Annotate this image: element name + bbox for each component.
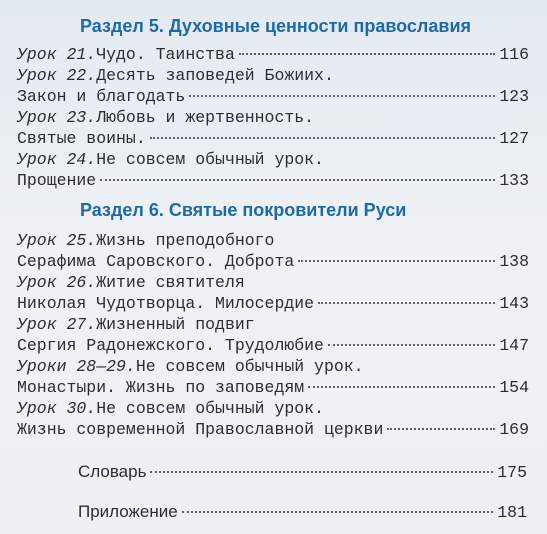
dot-leader (189, 95, 495, 97)
page-number: 133 (499, 171, 529, 190)
entry-text: Жизненный подвиг (96, 315, 255, 334)
appendix-entry (78, 461, 527, 483)
entry-text: Серафима Саровского. Доброта (17, 252, 295, 271)
toc-line (17, 356, 529, 377)
toc-line (17, 86, 529, 107)
page-number: 154 (499, 378, 529, 397)
entry-text: Монастыри. Жизнь по заповедям (17, 378, 305, 397)
lesson-number: Урок 30. (17, 399, 97, 418)
entry-text: Не совсем обычный урок. (96, 150, 324, 169)
dot-leader (298, 260, 495, 262)
page-number: 123 (499, 87, 529, 106)
toc-line (17, 149, 529, 170)
page-number: 147 (499, 336, 529, 355)
toc-line (17, 293, 529, 314)
toc-line (17, 170, 529, 191)
dot-leader (150, 137, 496, 139)
toc-line (17, 377, 529, 398)
dot-leader (328, 344, 495, 346)
appendix-title: Словарь (78, 462, 147, 481)
entry-text: Сергия Радонежского. Трудолюбие (17, 336, 324, 355)
dot-leader (387, 428, 495, 430)
toc-line (17, 314, 529, 335)
page-number: 175 (497, 463, 527, 482)
toc-line (17, 107, 529, 128)
section-title: Раздел 5. Духовные ценности православия (80, 16, 472, 36)
appendix-title: Приложение (78, 502, 178, 521)
toc-line (17, 230, 529, 251)
dot-leader (318, 302, 495, 304)
entry-text: Жизнь современной Православной церкви (17, 420, 384, 439)
dot-leader (100, 179, 495, 181)
entry-text: Закон и благодать (17, 87, 186, 106)
section-title: Раздел 6. Святые покровители Руси (80, 200, 407, 220)
page-number: 169 (499, 420, 529, 439)
lesson-number: Урок 24. (17, 150, 97, 169)
dot-leader (308, 386, 495, 388)
toc-line (17, 44, 529, 65)
toc-line (17, 251, 529, 272)
dot-leader (150, 471, 493, 473)
entry-text: Святые воины. (17, 129, 146, 148)
entry-text: Житие святителя (96, 273, 245, 292)
toc-line (17, 398, 529, 419)
lesson-number: Урок 26. (17, 273, 97, 292)
entry-text: Николая Чудотворца. Милосердие (17, 294, 315, 313)
page-number: 143 (499, 294, 529, 313)
toc-line (17, 128, 529, 149)
page-number: 181 (497, 503, 527, 522)
entry-text: Десять заповедей Божиих. (96, 66, 334, 85)
toc-line (17, 335, 529, 356)
page-number: 116 (499, 45, 529, 64)
lesson-number: Урок 23. (17, 108, 97, 127)
lesson-number: Урок 25. (17, 231, 97, 250)
page-number: 138 (499, 252, 529, 271)
entry-text: Не совсем обычный урок. (135, 357, 364, 376)
entry-text: Чудо. Таинства (96, 45, 235, 64)
page-number: 127 (499, 129, 529, 148)
dot-leader (182, 511, 494, 513)
lesson-number: Урок 22. (17, 66, 97, 85)
entry-text: Не совсем обычный урок. (96, 399, 324, 418)
lesson-number: Уроки 28—29. (17, 357, 136, 376)
lesson-number: Урок 21. (17, 45, 97, 64)
entry-text: Жизнь преподобного (96, 231, 275, 250)
toc-line (17, 65, 529, 86)
lesson-number: Урок 27. (17, 315, 97, 334)
dot-leader (239, 53, 495, 55)
entry-text: Любовь и жертвенность. (96, 108, 315, 127)
toc-line (17, 419, 529, 440)
entry-text: Прощение (17, 171, 97, 190)
appendix-entry (78, 501, 527, 523)
toc-line (17, 272, 529, 293)
